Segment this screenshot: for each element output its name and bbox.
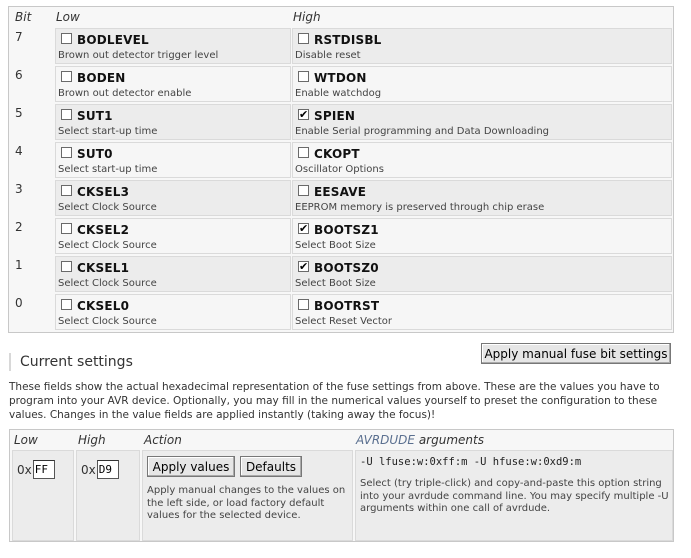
- fuse-row: [9, 179, 673, 217]
- high-fuse-input[interactable]: [97, 460, 119, 479]
- fuse-checkbox[interactable]: [298, 33, 309, 44]
- fuse-cell-high: [292, 218, 672, 254]
- header-action: Action: [144, 433, 182, 447]
- settings-table: [9, 429, 674, 542]
- fuse-cell-high: [292, 66, 672, 102]
- avrdude-arguments-string[interactable]: -U lfuse:w:0xff:m -U hfuse:w:0xd9:m: [360, 456, 582, 468]
- bit-number: 0: [15, 296, 23, 310]
- fuse-cell-high: [292, 294, 672, 330]
- fuse-checkbox[interactable]: ✔: [299, 259, 309, 273]
- fuse-checkbox[interactable]: [61, 261, 72, 272]
- fuse-description: Disable reset: [295, 50, 361, 61]
- fuse-description: Brown out detector enable: [58, 88, 192, 99]
- fuse-name: CKSEL3: [77, 185, 130, 199]
- fuse-description: Select Clock Source: [58, 316, 157, 327]
- fuse-description: Brown out detector trigger level: [58, 50, 219, 61]
- fuse-checkbox[interactable]: [61, 223, 72, 234]
- fuse-checkbox-label[interactable]: [61, 261, 129, 275]
- fuse-description: Select start-up time: [58, 164, 158, 175]
- fuse-checkbox-label[interactable]: [61, 223, 129, 237]
- current-settings-description: These fields show the actual hexadecimal representation of the fuse settings from above. These are the values you have to program into your AVR device. Optionally, you may fill in the numerical values yourself to preset the configuration to these values. Changes in the value fields are applied instantly (taking away the focus)!: [9, 381, 660, 421]
- low-fuse-cell: [12, 450, 74, 541]
- avrdude-label: AVRDUDE: [356, 433, 416, 447]
- fuse-row: [9, 255, 673, 293]
- fuse-row: [9, 217, 673, 255]
- fuse-row: [9, 293, 673, 331]
- fuse-cell-high: [292, 256, 672, 292]
- fuse-description: Enable watchdog: [295, 88, 382, 99]
- fuse-checkbox[interactable]: [61, 299, 72, 310]
- fuse-cell-low: [55, 180, 291, 216]
- fuse-description: Select Boot Size: [295, 240, 376, 251]
- fuse-checkbox-label[interactable]: [298, 109, 355, 123]
- header-low: Low: [56, 10, 80, 24]
- apply-values-button[interactable]: Apply values: [147, 456, 235, 477]
- bit-number: 4: [15, 144, 23, 158]
- fuse-checkbox-label[interactable]: [61, 71, 126, 85]
- fuse-description: Select start-up time: [58, 126, 158, 137]
- fuse-checkbox[interactable]: [61, 185, 72, 196]
- fuse-cell-low: [55, 294, 291, 330]
- hex-prefix-high: 0x: [81, 462, 96, 477]
- action-description: Apply manual changes to the values on the left side, or load factory default values for the selected device.: [147, 485, 346, 521]
- low-fuse-input[interactable]: [33, 460, 55, 479]
- arguments-label: arguments: [415, 433, 484, 447]
- fuse-name: WTDON: [314, 71, 367, 85]
- fuse-checkbox-label[interactable]: [298, 261, 379, 275]
- fuse-checkbox[interactable]: [298, 299, 309, 310]
- fuse-row: [9, 65, 673, 103]
- fuse-name: CKOPT: [314, 147, 360, 161]
- avrdude-cell: [355, 450, 673, 541]
- fuse-checkbox-label[interactable]: [298, 147, 360, 161]
- fuse-cell-low: [55, 256, 291, 292]
- fuse-name: BOOTSZ1: [314, 223, 379, 237]
- fuse-description: Select Reset Vector: [295, 316, 393, 327]
- apply-manual-fuse-bit-settings-button[interactable]: Apply manual fuse bit settings: [481, 343, 671, 364]
- fuse-checkbox[interactable]: [61, 109, 72, 120]
- high-fuse-cell: [76, 450, 140, 541]
- fuse-name: RSTDISBL: [314, 33, 382, 47]
- bit-number: 6: [15, 68, 23, 82]
- fuse-row: [9, 103, 673, 141]
- fuse-cell-low: [55, 66, 291, 102]
- header-low: Low: [14, 433, 38, 447]
- bit-number: 2: [15, 220, 23, 234]
- fuse-checkbox-label[interactable]: [61, 33, 149, 47]
- fuse-description: EEPROM memory is preserved through chip erase: [295, 202, 545, 213]
- fuse-checkbox[interactable]: [298, 71, 309, 82]
- fuse-cell-high: [292, 180, 672, 216]
- fuse-description: Select Boot Size: [295, 278, 376, 289]
- fuse-description: Oscillator Options: [295, 164, 384, 175]
- fuse-name: SUT1: [77, 109, 113, 123]
- fuse-checkbox[interactable]: [61, 33, 72, 44]
- fuse-name: BOOTRST: [314, 299, 380, 313]
- fuse-cell-low: [55, 218, 291, 254]
- fuse-name: CKSEL2: [77, 223, 130, 237]
- fuse-bits-table: [8, 6, 674, 333]
- fuse-checkbox[interactable]: ✔: [299, 107, 309, 121]
- fuse-description: Select Clock Source: [58, 240, 157, 251]
- avrdude-description: Select (try triple-click) and copy-and-paste this option string into your avrdude command line. You may specify multiple -U arguments within one call of avrdude.: [360, 478, 669, 514]
- fuse-checkbox[interactable]: [298, 147, 309, 158]
- action-cell: [142, 450, 353, 541]
- fuse-checkbox-label[interactable]: [298, 33, 382, 47]
- fuse-cell-low: [55, 142, 291, 178]
- fuse-name: CKSEL1: [77, 261, 130, 275]
- fuse-cell-high: [292, 28, 672, 64]
- defaults-button[interactable]: Defaults: [240, 456, 302, 477]
- fuse-checkbox-label[interactable]: [61, 185, 129, 199]
- bit-number: 7: [15, 30, 23, 44]
- fuse-name: EESAVE: [314, 185, 367, 199]
- fuse-checkbox-label[interactable]: [298, 71, 367, 85]
- fuse-cell-high: [292, 104, 672, 140]
- fuse-description: Select Clock Source: [58, 202, 157, 213]
- header-high: High: [293, 10, 321, 24]
- fuse-checkbox-label[interactable]: [61, 147, 113, 161]
- fuse-description: Enable Serial programming and Data Downloading: [295, 126, 550, 137]
- hex-prefix-low: 0x: [17, 462, 32, 477]
- fuse-checkbox[interactable]: [298, 185, 309, 196]
- fuse-cell-high: [292, 142, 672, 178]
- fuse-checkbox-label[interactable]: [298, 223, 379, 237]
- fuse-row: [9, 141, 673, 179]
- fuse-name: SUT0: [77, 147, 113, 161]
- fuse-checkbox-label[interactable]: [61, 299, 129, 313]
- header-high: High: [78, 433, 106, 447]
- fuse-cell-low: [55, 28, 291, 64]
- fuse-checkbox-label[interactable]: [61, 109, 113, 123]
- fuse-checkbox[interactable]: [61, 71, 72, 82]
- fuse-checkbox[interactable]: [61, 147, 72, 158]
- fuse-name: BOOTSZ0: [314, 261, 379, 275]
- fuse-checkbox[interactable]: ✔: [299, 221, 309, 235]
- fuse-name: BODLEVEL: [77, 33, 149, 47]
- header-bit: Bit: [15, 10, 32, 24]
- section-title-current-settings: Current settings: [9, 353, 133, 371]
- fuse-name: CKSEL0: [77, 299, 130, 313]
- fuse-checkbox-label[interactable]: [298, 185, 366, 199]
- fuse-name: SPIEN: [314, 109, 356, 123]
- fuse-description: Select Clock Source: [58, 278, 157, 289]
- bit-number: 3: [15, 182, 23, 196]
- fuse-checkbox-label[interactable]: [298, 299, 379, 313]
- header-avrdude-arguments: [356, 433, 484, 447]
- bit-number: 5: [15, 106, 23, 120]
- bit-number: 1: [15, 258, 23, 272]
- fuse-cell-low: [55, 104, 291, 140]
- fuse-row: [9, 27, 673, 65]
- fuse-name: BODEN: [77, 71, 126, 85]
